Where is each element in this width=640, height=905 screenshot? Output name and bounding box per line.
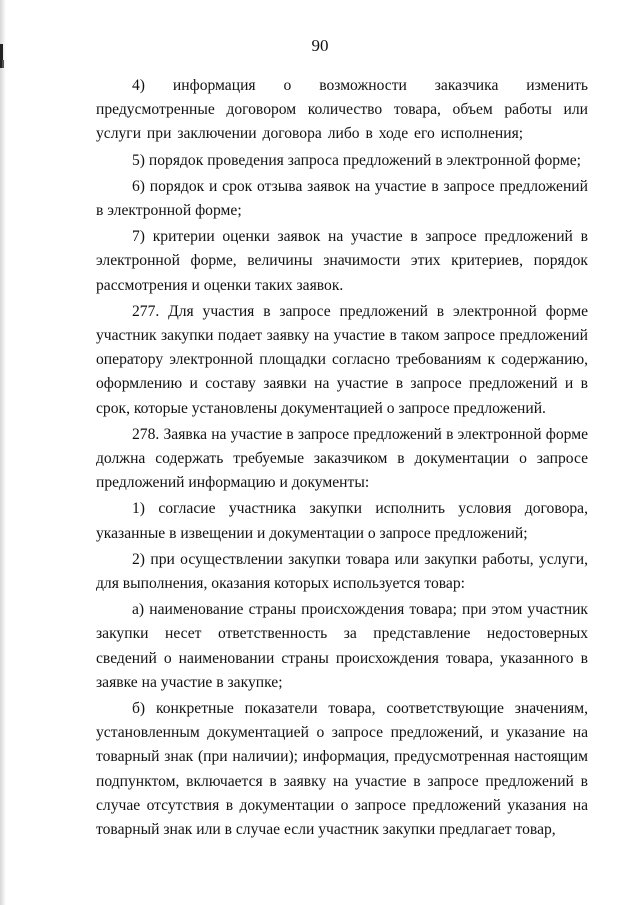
paragraph-clause-277: 277. Для участия в запросе предложений в электронной форме участник закупки подает заявку на участие в таком запросе предложений оператору электронной площадки согласно требованиям к содержанию, оформлению и составу заявки на участие в запросе предложений и в срок, которые установлены документацией о запросе предложений. xyxy=(96,302,588,417)
paragraph-subitem-b: б) конкретные показатели товара, соответствующие значениям, установленным документацией о запросе предложений, и указание на товарный знак (при наличии); информация, предусмотренная настоящим подпунктом, включается в заявку на участие в запросе предложений в случае отсутствия в документации о запросе предложений указания на товарный знак или в случае если участник закупки предлагает товар, xyxy=(96,700,588,839)
scan-mark xyxy=(2,60,4,68)
paragraph-item-7: 7) критерии оценки заявок на участие в запросе предложений в электронной форме, величины значимости этих критериев, порядок рассмотрения и оценки таких заявок. xyxy=(96,228,588,294)
paragraph-clause-278: 278. Заявка на участие в запросе предложений в электронной форме должна содержать требуемые заказчиком в документации о запросе предложений информацию и документы: xyxy=(96,425,588,492)
page-number: 90 xyxy=(311,36,329,55)
scan-edge xyxy=(0,0,6,905)
document-body xyxy=(96,74,588,844)
paragraph-item-6: 6) порядок и срок отзыва заявок на участие в запросе предложений в электронной форме; xyxy=(96,177,588,220)
paragraph-item-1: 1) согласие участника закупки исполнить условия договора, указанные в извещении и документации о запросе предложений; xyxy=(96,500,588,542)
paragraph-subitem-a: а) наименование страны происхождения товара; при этом участник закупки несет ответственность за представление недостоверных сведений о наименовании страны происхождения товара, указанного в заявке на участие в закупке; xyxy=(96,601,588,691)
paragraph-item-5: 5) порядок проведения запроса предложений в электронной форме; xyxy=(132,151,581,169)
paragraph-item-4: 4) информация о возможности заказчика изменить предусмотренные договором количество товара, объем работы или услуги при заключении договора либо в ходе его исполнения; xyxy=(96,77,588,143)
paragraph-item-2: 2) при осуществлении закупки товара или закупки работы, услуги, для выполнения, оказания которых используется товар: xyxy=(96,550,588,593)
